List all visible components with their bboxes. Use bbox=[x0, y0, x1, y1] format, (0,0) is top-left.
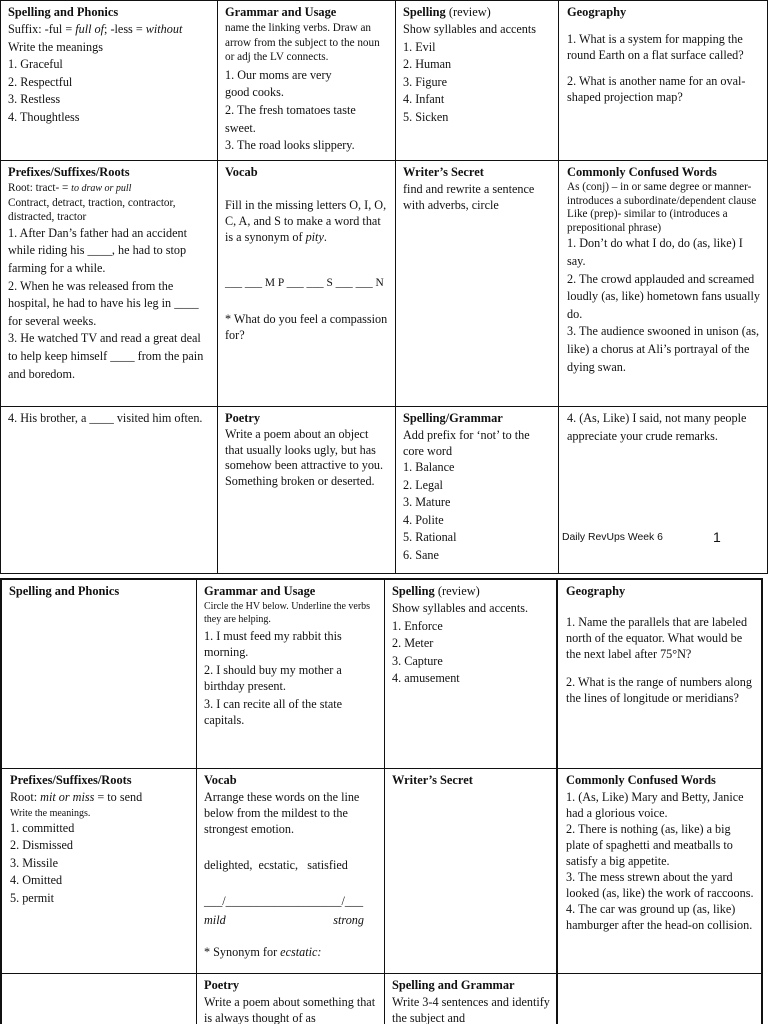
list-item: 1. Don’t do what I do, do (as, like) I say. bbox=[567, 236, 743, 268]
list-item: 2. The fresh tomatoes taste bbox=[225, 102, 356, 117]
prefixes-cell bbox=[1, 161, 217, 406]
question: * What do you feel a compassion for? bbox=[225, 311, 388, 342]
synonym-prompt: * Synonym for ecstatic: bbox=[204, 944, 322, 959]
worksheet-page-2 bbox=[0, 578, 768, 1024]
word-puzzle: ___ ___ M P ___ ___ S ___ ___ N bbox=[225, 277, 384, 289]
list-item: 4. Thoughtless bbox=[8, 109, 80, 124]
word-list: delighted, ecstatic, satisfied bbox=[204, 858, 348, 872]
cell-title: Prefixes/Suffixes/Roots bbox=[8, 165, 130, 179]
instruction: Write the meanings. bbox=[10, 807, 91, 819]
instruction: name the linking verbs. Draw an arrow from the subject to the noun or adj the LV connects. bbox=[225, 22, 380, 64]
list-item: 1. I must feed my rabbit this morning. bbox=[204, 629, 342, 659]
geography-cell bbox=[559, 1, 767, 160]
spelling-phonics-cell bbox=[1, 1, 217, 160]
cell-title: Spelling and Grammar bbox=[392, 978, 515, 992]
prompt: Write 3-4 sentences and identify the subject and bbox=[392, 995, 550, 1024]
list-item: 2. There is nothing (as, like) a big plate of spaghetti and meatballs to satisfy a big appetite. bbox=[566, 822, 733, 868]
list-item: 4. amusement bbox=[392, 671, 460, 686]
spelling-review-cell bbox=[396, 1, 558, 160]
list-item: 6. Sane bbox=[403, 547, 439, 562]
instruction: Circle the HV below. Underline the verbs they are helping. bbox=[204, 601, 371, 625]
spelling-phonics-cell bbox=[2, 580, 196, 768]
list-item: 1. (As, Like) Mary and Betty, Janice had a glorious voice. bbox=[566, 790, 744, 820]
word-bank: Contract, detract, traction, contractor, distracted, tractor bbox=[8, 196, 176, 224]
list-item: 3. Figure bbox=[403, 74, 448, 89]
list-item: 2. Meter bbox=[392, 636, 434, 651]
prefixes-cell bbox=[2, 769, 196, 973]
prefixes-continued-cell bbox=[1, 407, 217, 573]
question: 2. What is another name for an oval-shaped projection map? bbox=[567, 74, 746, 104]
cell-title: Prefixes/Suffixes/Roots bbox=[10, 773, 132, 787]
spelling-grammar-cell bbox=[396, 407, 558, 573]
list-item: 5. Sicken bbox=[403, 109, 449, 124]
list-item: 1. committed bbox=[10, 820, 75, 835]
list-item: 1. Graceful bbox=[8, 57, 63, 72]
instruction: Arrange these words on the line below from the mildest to the strongest emotion. bbox=[204, 790, 360, 836]
definition: Like (prep)- similar to (introduces a prepositional phrase) bbox=[567, 208, 728, 234]
cell-title: Vocab bbox=[225, 165, 258, 179]
list-item: 1. Evil bbox=[403, 39, 436, 54]
list-item: 1. Balance bbox=[403, 460, 455, 474]
instruction: find and rewrite a sentence with adverbs, circle bbox=[403, 182, 535, 212]
prompt: Write a poem about an object that usually looks ugly, but has somehow been attractive to you. Something broken or deserted. bbox=[225, 427, 384, 488]
list-item: 2. Human bbox=[403, 57, 452, 72]
cell-title: Poetry bbox=[225, 411, 261, 425]
instruction: Fill in the missing letters O, I, O, C, A, and S to make a word that is a synonym of pity. bbox=[225, 198, 387, 244]
cell-title: Spelling (review) bbox=[392, 584, 480, 598]
root-definition: Root: tract- = to draw or pull bbox=[8, 182, 132, 194]
cell-title: Writer’s Secret bbox=[392, 773, 473, 787]
confused-words-cell bbox=[558, 769, 761, 973]
cell-title: Writer’s Secret bbox=[403, 165, 484, 179]
list-item: 1. Enforce bbox=[392, 618, 443, 633]
list-item: 3. The mess strewn about the yard looked (as, like) the work of raccoons. bbox=[566, 870, 754, 900]
writers-secret-cell bbox=[385, 769, 556, 973]
cell-title: Spelling and Phonics bbox=[8, 5, 119, 19]
footer-label: Daily RevUps Week 6 bbox=[562, 532, 663, 543]
cell-title: Vocab bbox=[204, 773, 237, 787]
question: 1. What is a system for mapping the round Earth on a flat surface called? bbox=[567, 32, 744, 62]
writers-secret-cell bbox=[396, 161, 558, 406]
instruction: Write the meanings bbox=[8, 39, 103, 54]
question: 1. Name the parallels that are labeled north of the equator. What would be the next label after 75°N? bbox=[566, 615, 748, 661]
list-item: 3. The audience swooned in unison (as, like) a chorus at Ali’s portrayal of the dying swan. bbox=[567, 324, 760, 374]
list-item: 2. The crowd applauded and screamed loudly (as, like) hometown fans usually do. bbox=[567, 271, 760, 321]
list-item: 3. He watched TV and read a great deal to help keep himself ____ from the pain and boredom. bbox=[8, 331, 204, 381]
scale-right-label: strong bbox=[333, 913, 364, 928]
list-item: 4. His brother, a ____ visited him often. bbox=[8, 411, 203, 425]
cell-title: Grammar and Usage bbox=[204, 584, 316, 598]
list-item: 4. The car was ground up (as, like) hamburger after the head-on collision. bbox=[566, 902, 753, 932]
vocab-cell bbox=[218, 161, 395, 406]
emotion-scale-line: ___/___________________/___ bbox=[204, 893, 364, 908]
list-item: 3. Missile bbox=[10, 855, 59, 870]
cell-title: Spelling/Grammar bbox=[403, 411, 503, 425]
scale-left-label: mild bbox=[204, 913, 226, 928]
list-item: 4. Infant bbox=[403, 92, 445, 107]
confused-words-continued-cell bbox=[559, 407, 767, 573]
definition: As (conj) – in or same degree or manner- introduces a subordinate/dependent clause bbox=[567, 181, 757, 207]
list-item: 4. Polite bbox=[403, 512, 444, 527]
list-item: 2. Legal bbox=[403, 477, 443, 492]
list-item: sweet. bbox=[225, 120, 256, 135]
list-item: 3. I can recite all of the state capitals. bbox=[204, 697, 343, 727]
list-item: good cooks. bbox=[225, 85, 284, 100]
list-item: 3. The road looks slippery. bbox=[225, 138, 355, 153]
emotion-scale-labels bbox=[204, 912, 364, 930]
prompt: Write a poem about something that is always thought of as bbox=[204, 995, 376, 1024]
poetry-cell bbox=[218, 407, 395, 573]
instruction: Add prefix for ‘not’ to the core word bbox=[403, 428, 530, 458]
list-item: 2. Respectful bbox=[8, 74, 73, 89]
confused-words-cell bbox=[559, 161, 767, 406]
cell-title: Commonly Confused Words bbox=[567, 165, 717, 179]
vocab-cell bbox=[197, 769, 384, 973]
list-item: 2. Dismissed bbox=[10, 838, 73, 853]
list-item: 5. permit bbox=[10, 890, 55, 905]
root-definition: Root: mit or miss = to send bbox=[10, 790, 143, 804]
cell-title: Spelling and Phonics bbox=[9, 584, 120, 598]
list-item: 5. Rational bbox=[403, 530, 457, 545]
cell-title: Grammar and Usage bbox=[225, 5, 337, 19]
list-item: 1. After Dan’s father had an accident while riding his ____, he had to stop farming for a while. bbox=[8, 225, 188, 275]
cell-title: Geography bbox=[566, 584, 626, 598]
page-number: 1 bbox=[713, 529, 721, 545]
cell-title: Spelling (review) bbox=[403, 5, 491, 19]
instruction: Show syllables and accents. bbox=[392, 601, 529, 615]
list-item: 2. I should buy my mother a birthday present. bbox=[204, 663, 342, 693]
grammar-usage-cell bbox=[218, 1, 395, 160]
list-item: 4. Omitted bbox=[10, 873, 63, 888]
grammar-usage-cell bbox=[197, 580, 384, 768]
suffix-rule: Suffix: -ful = full of; -less = without bbox=[8, 22, 183, 36]
list-item: 3. Restless bbox=[8, 92, 61, 107]
list-item: 2. When he was released from the hospital, he had to have his leg in ____ for several weeks. bbox=[8, 278, 199, 328]
list-item: 3. Capture bbox=[392, 653, 443, 668]
cell-title: Poetry bbox=[204, 978, 240, 992]
spelling-review-cell bbox=[385, 580, 556, 768]
cell-title: Commonly Confused Words bbox=[566, 773, 716, 787]
list-item: 3. Mature bbox=[403, 495, 451, 510]
geography-cell bbox=[558, 580, 761, 768]
question: 2. What is the range of numbers along the lines of longitude or meridians? bbox=[566, 675, 752, 705]
list-item: 1. Our moms are very bbox=[225, 67, 332, 82]
spelling-grammar-cell bbox=[385, 974, 556, 1024]
poetry-cell bbox=[197, 974, 384, 1024]
instruction: Show syllables and accents bbox=[403, 22, 537, 36]
cell-title: Geography bbox=[567, 5, 627, 19]
list-item: 4. (As, Like) I said, not many people appreciate your crude remarks. bbox=[567, 411, 747, 443]
